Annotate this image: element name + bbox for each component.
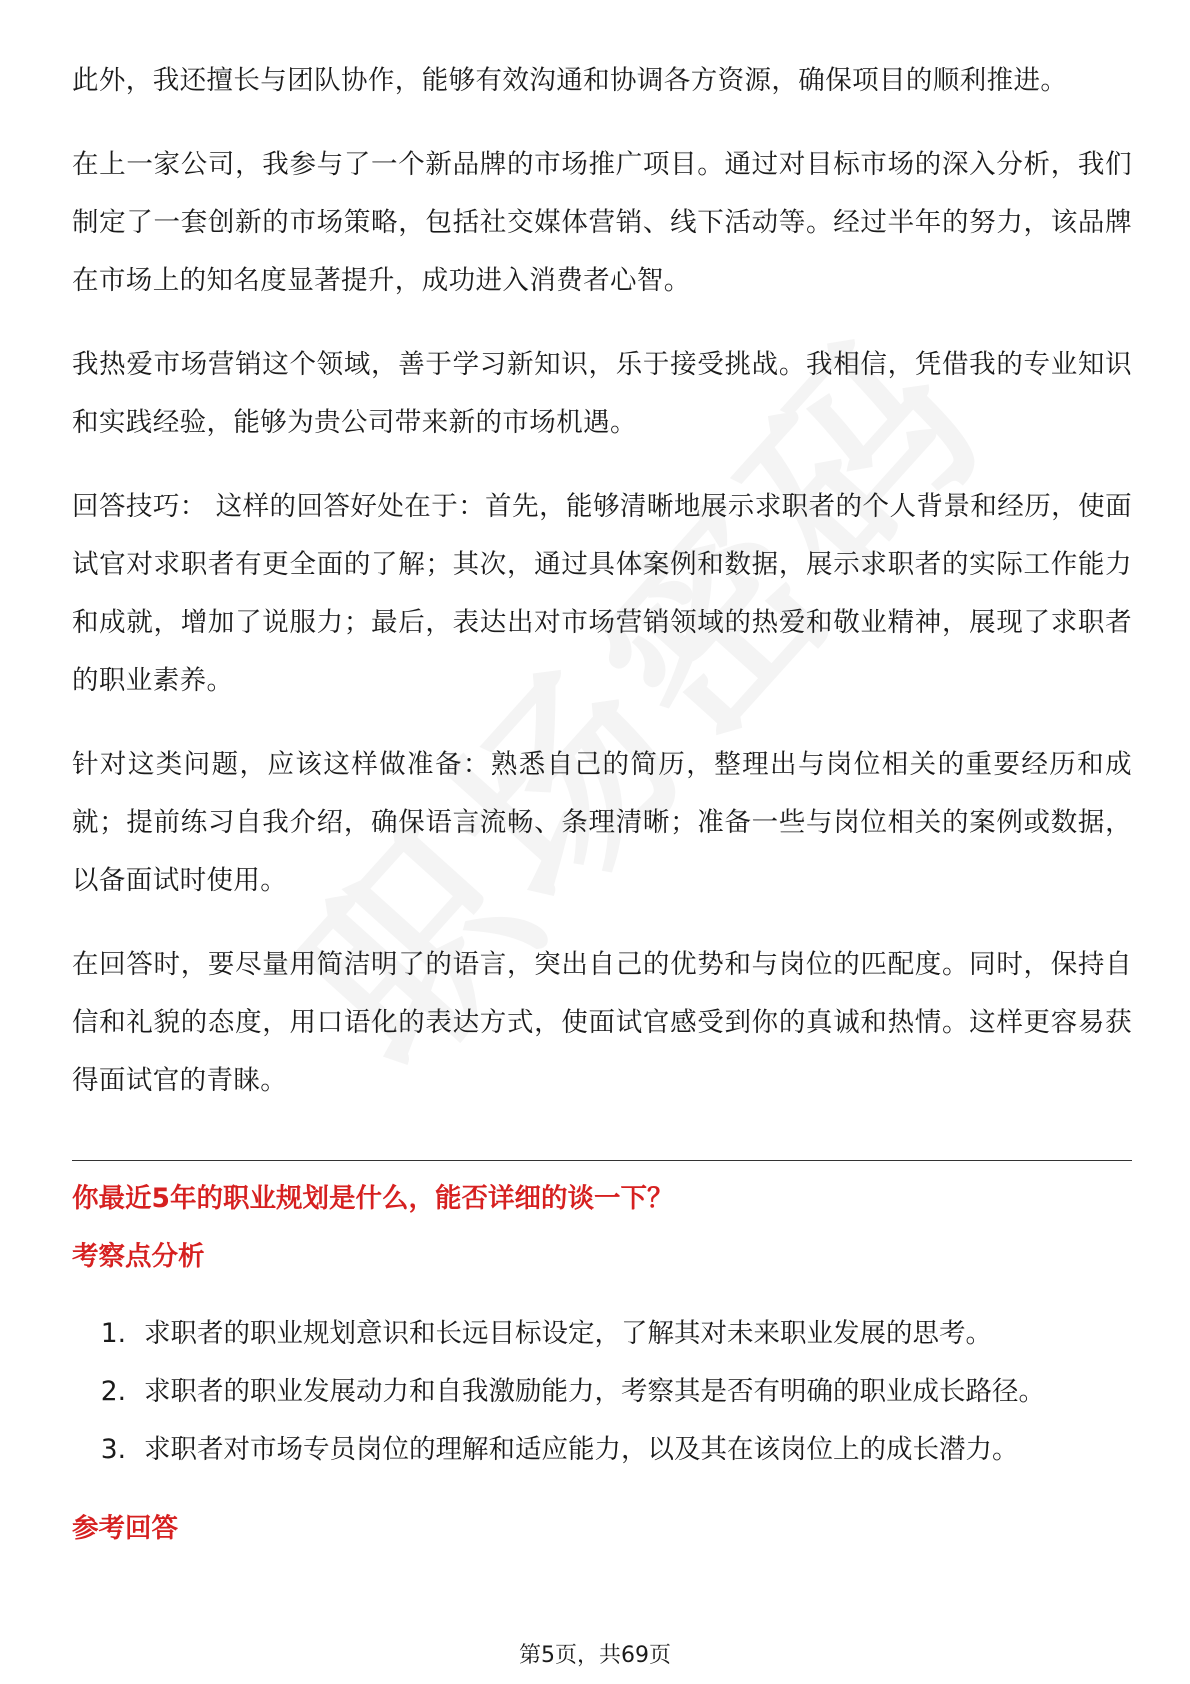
analysis-list — [72, 1305, 1132, 1479]
list-number: 1. — [100, 1318, 126, 1349]
paragraph: 针对这类问题，应该这样做准备：熟悉自己的简历，整理出与岗位相关的重要经历和成就；提前练习自我介绍，确保语言流畅、条理清晰；准备一些与岗位相关的案例或数据，以备面试时使用。 — [72, 749, 1132, 896]
paragraph: 此外，我还擅长与团队协作，能够有效沟通和协调各方资源，确保项目的顺利推进。 — [72, 65, 1068, 96]
list-item — [72, 1305, 1132, 1363]
list-item — [72, 1363, 1132, 1421]
reference-heading: 参考回答 — [72, 1513, 178, 1544]
list-text: 求职者对市场专员岗位的理解和适应能力，以及其在该岗位上的成长潜力。 — [144, 1434, 1019, 1465]
analysis-heading: 考察点分析 — [72, 1241, 205, 1272]
paragraph: 回答技巧： 这样的回答好处在于：首先，能够清晰地展示求职者的个人背景和经历，使面试官对求职者有更全面的了解；其次，通过具体案例和数据，展示求职者的实际工作能力和成就，增加了说服力；最后，表达出对市场营销领域的热爱和敬业精神，展现了求职者的职业素养。 — [72, 491, 1132, 696]
paragraph: 在上一家公司，我参与了一个新品牌的市场推广项目。通过对目标市场的深入分析，我们制定了一套创新的市场策略，包括社交媒体营销、线下活动等。经过半年的努力，该品牌在市场上的知名度显著提升，成功进入消费者心智。 — [72, 149, 1132, 296]
paragraph: 在回答时，要尽量用简洁明了的语言，突出自己的优势和与岗位的匹配度。同时，保持自信和礼貌的态度，用口语化的表达方式，使面试官感受到你的真诚和热情。这样更容易获得面试官的青睐。 — [72, 949, 1132, 1096]
section-divider — [72, 1160, 1132, 1161]
list-text: 求职者的职业发展动力和自我激励能力，考察其是否有明确的职业成长路径。 — [144, 1376, 1045, 1407]
list-number: 3. — [100, 1434, 126, 1465]
list-text: 求职者的职业规划意识和长远目标设定，了解其对未来职业发展的思考。 — [144, 1318, 992, 1349]
list-item — [72, 1421, 1132, 1479]
question-heading: 你最近5年的职业规划是什么，能否详细的谈一下？ — [72, 1183, 674, 1214]
paragraph: 我热爱市场营销这个领域，善于学习新知识，乐于接受挑战。我相信，凭借我的专业知识和实践经验，能够为贵公司带来新的市场机遇。 — [72, 349, 1132, 438]
document-body — [72, 52, 1132, 1549]
page-number: 第5页，共69页 — [519, 1643, 671, 1668]
list-number: 2. — [100, 1376, 126, 1407]
